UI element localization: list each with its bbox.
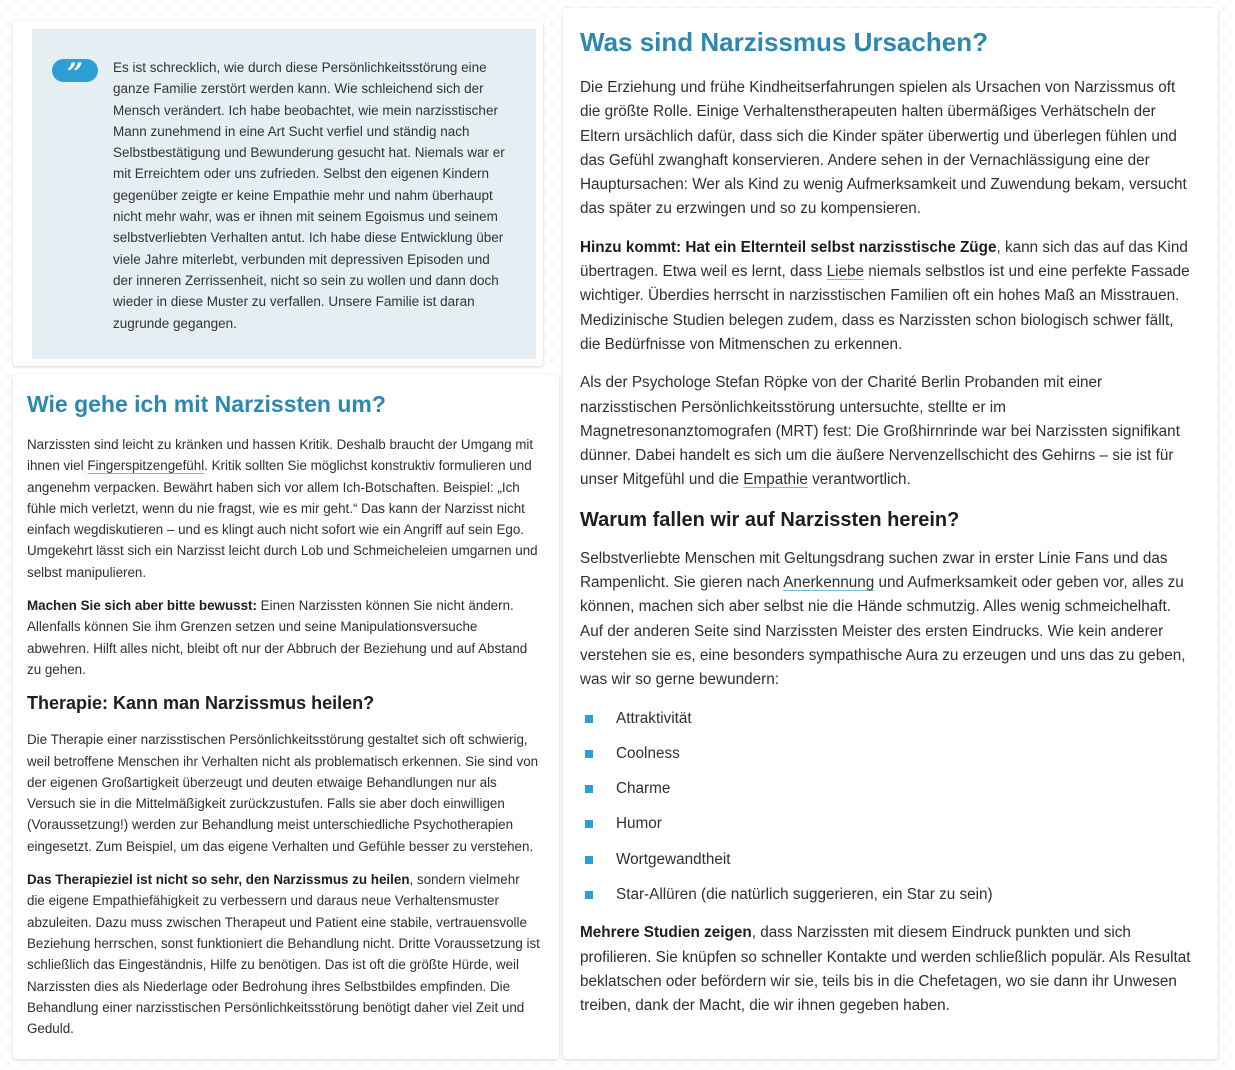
paragraph-hinzu-kommt: Hinzu kommt: Hat ein Elternteil selbst narzisstische Züge, kann sich das auf das Kind übertragen. Etwa weil es lernt, dass Liebe niemals selbstlos ist und eine perfekte Fassade wichtiger. Überdies herrscht in narzisstischen Familien oft ein hohes Maß an Misstrauen. Medizinische Studien belegen zudem, dass es Narzissten schon biologisch schwer fällt, die Bedürfnisse von Mitmenschen zu erkennen. [580, 238, 1190, 353]
list-item: Humor [580, 812, 1192, 836]
link-empathie[interactable]: Empathie [743, 471, 808, 489]
link-liebe[interactable]: Liebe [826, 263, 865, 281]
list-item: Attraktivität [580, 707, 1192, 731]
paragraph-umgang: Narzissten sind leicht zu kränken und hassen Kritik. Deshalb braucht der Umgang mit ihnen viel Fingerspitzengefühl. Kritik sollten Sie möglichst konstruktiv formulieren und angenehm verpacken. Bewährt haben sich vor allem Ich-Botschaften. Beispiel: „Ich fühle mich verletzt, wenn du nie fragst, wie es mir geht.“ Das kann der Narzisst nicht einfach wegdiskutieren – und es klingt auch nicht sofort wie ein Angriff auf sein Ego. Umgekehrt lässt sich ein Narzisst leicht durch Lob und Schmeicheleien umgarnen und selbst manipulieren. [27, 437, 538, 580]
section-heading-ursachen: Was sind Narzissmus Ursachen? [580, 27, 988, 57]
traits-list [580, 707, 1192, 908]
subheading-therapie: Therapie: Kann man Narzissmus heilen? [27, 693, 375, 714]
paragraph-warum: Selbstverliebte Menschen mit Geltungsdrang suchen zwar in erster Linie Fans und das Rampenlicht. Sie gieren nach Anerkennung und Aufmerksamkeit oder geben vor, alles zu können, machen sich aber selbst nie die Hände schmutzig. Alles wenig schmeichelhaft. Auf der anderen Seite sind Narzissten Meister des ersten Eindrucks. Wie kein anderer verstehen sie es, eine besonders sympathische Aura zu erzeugen und uns das zu geben, was wir so gerne bewundern: [580, 549, 1186, 689]
quote-text: Es ist schrecklich, wie durch diese Persönlichkeitsstörung eine ganze Familie zerstört werden kann. Wie schleichend sich der Mensch verändert. Ich habe beobachtet, wie mein narzisstischer Mann zunehmend in eine Art Sucht verfiel und ständig nach Selbstbestätigung und Bewunderung gesucht hat. Niemals war er mit Erreichtem oder uns zufrieden. Selbst den eigenen Kindern gegenüber zeigte er keine Empathie mehr und nahm überhaupt nicht mehr wahr, was er ihnen mit seinem Egoismus und seinem selbstverliebten Verhalten antut. Ich habe diese Entwicklung über viele Jahre miterlebt, verbunden mit depressiven Episoden und der inneren Zerrissenheit, nicht so sein zu wollen und dann doch wieder in diese Muster zu verfallen. Unsere Familie ist daran zugrunde gegangen. [113, 60, 505, 331]
right-article-section [563, 8, 1218, 1059]
list-item: Wortgewandtheit [580, 848, 1192, 872]
paragraph-ursachen: Die Erziehung und frühe Kindheitserfahrungen spielen als Ursachen von Narzissmus oft die größte Rolle. Einige Verhaltenstherapeuten halten übermäßiges Verhätscheln der Eltern ursächlich dafür, dass sich die Kinder später überwertig und überlegen fühlen und das Gefühl zwanghaft konservieren. Andere sehen in der Vernachlässigung eine der Hauptursachen: Wer als Kind zu wenig Aufmerksamkeit und Zuwendung bekam, versucht das später zu erzwingen und so zu kompensieren. [580, 79, 1187, 218]
paragraph-therapie: Die Therapie einer narzisstischen Persönlichkeitsstörung gestaltet sich oft schwierig, weil betroffene Menschen ihr Verhalten nicht als problematisch erkennen. Sie sind von der eigenen Großartigkeit überzeugt und deuten etwaige Behandlungen nur als Versuch sie in die Mittelmäßigkeit zurückzustufen. Falls sie aber doch einwilligen (Voraussetzung!) werden zur Behandlung meist unterschiedliche Psychotherapien eingesetzt. Zum Beispiel, um das eigene Verhalten und Gefühle besser zu verstehen. [27, 732, 539, 854]
subheading-warum: Warum fallen wir auf Narzissten herein? [580, 508, 960, 531]
list-item: Star-Allüren (die natürlich suggerieren, ein Star zu sein) [580, 883, 1192, 907]
paragraph-studien: Mehrere Studien zeigen, dass Narzissten mit diesem Eindruck punkten und sich profilieren. Sie knüpfen so schneller Kontakte und werden schließlich populär. Als Resultat beklatschen oder befördern wir sie, teils bis in die Chefetagen, wo sie dann ihr Unwesen treiben, dank der Macht, die wir ihnen gegeben haben. [580, 924, 1191, 1015]
paragraph-roepke: Als der Psychologe Stefan Röpke von der Charité Berlin Probanden mit einer narzisstischen Persönlichkeitsstörung untersuchte, stellte er im Magnetresonanztomografen (MRT) fest: Die Großhirnrinde war bei Narzissten signifikant dünner. Dabei handelt es sich um die äußere Nervenzellschicht des Gehirns – sie ist für unser Mitgefühl und die Empathie verantwortlich. [580, 374, 1180, 489]
link-fingerspitzengefuehl[interactable]: Fingerspitzengefühl [87, 458, 205, 474]
quote-icon: ” [52, 59, 98, 82]
paragraph-therapieziel: Das Therapieziel ist nicht so sehr, den Narzissmus zu heilen, sondern vielmehr die eigene Empathiefähigkeit zu verbessern und daraus neue Verhaltensmuster abzuleiten. Dazu muss zwischen Therapeut und Patient eine stabile, vertrauensvolle Beziehung herrschen, sonst funktioniert die Behandlung nicht. Dritte Voraussetzung ist schließlich das Eingeständnis, Hilfe zu benötigen. Das ist oft die größte Hürde, weil Narzissten dies als Niederlage oder Bedrohung ihres Selbstbildes empfinden. Die Behandlung einer narzisstischen Persönlichkeitsstörung benötigt daher viel Zeit und Geduld. [27, 872, 540, 1037]
list-item: Coolness [580, 742, 1192, 766]
quote-card [13, 21, 543, 366]
paragraph-bewusst: Machen Sie sich aber bitte bewusst: Einen Narzissten können Sie nicht ändern. Allenfalls können Sie ihm Grenzen setzen und seine Manipulationsversuche abwehren. Hilft alles nicht, bleibt oft nur der Abbruch der Beziehung und auf Abstand zu gehen. [27, 598, 528, 677]
list-item: Charme [580, 777, 1192, 801]
section-heading-umgang: Wie gehe ich mit Narzissten um? [27, 391, 386, 417]
link-anerkennung[interactable]: Anerkennung [783, 574, 875, 592]
left-article-section [13, 374, 559, 1059]
testimonial-quote [32, 29, 536, 359]
